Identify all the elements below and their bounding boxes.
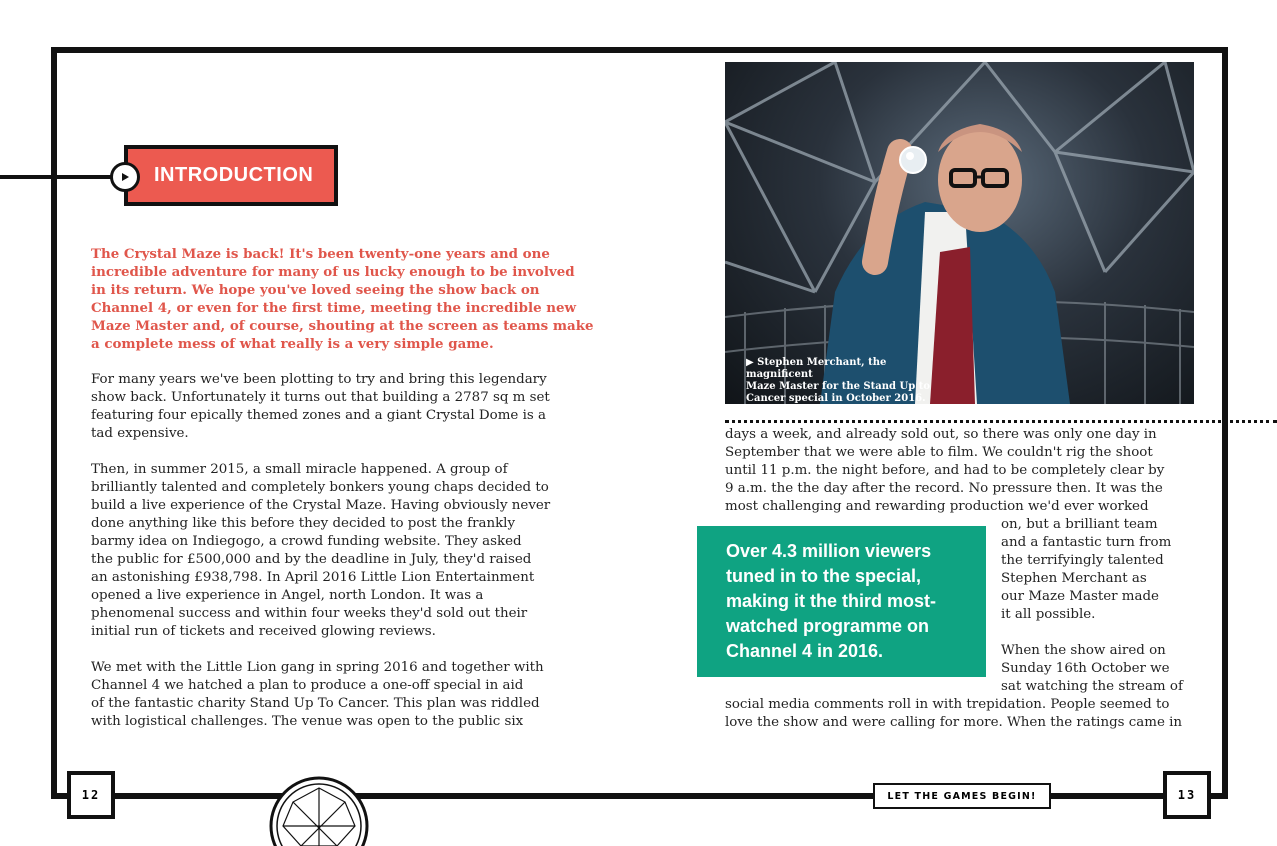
text-line: phenomenal success and within four weeks they'd sold out their xyxy=(91,606,528,621)
page-number-right: 13 xyxy=(1163,771,1211,819)
quote-line: Channel 4 in 2016. xyxy=(726,641,884,661)
text-line: show back. Unfortunately it turns out that building a 2787 sq m set xyxy=(91,390,550,405)
quote-line: tuned in to the special, xyxy=(726,566,922,586)
text-line: 9 a.m. the the day after the record. No pressure then. It was the xyxy=(725,481,1163,496)
text-line: on, but a brilliant team xyxy=(1001,517,1158,532)
text-line: initial run of tickets and received glowing reviews. xyxy=(91,624,436,639)
text-line: it all possible. xyxy=(1001,607,1096,622)
text-line: love the show and were calling for more. When the ratings came in xyxy=(725,715,1183,730)
tab-connector-line xyxy=(0,175,112,179)
play-icon xyxy=(110,162,140,192)
right-column-wrap xyxy=(1001,516,1183,696)
text-line: barmy idea on Indiegogo, a crowd funding website. They asked xyxy=(91,534,522,549)
dotted-divider xyxy=(725,420,1277,423)
right-column-top xyxy=(725,426,1164,516)
pull-quote xyxy=(697,526,986,677)
text-line: September that we were able to film. We couldn't rig the shoot xyxy=(725,445,1153,460)
lead-paragraph xyxy=(91,245,594,353)
text-line: Then, in summer 2015, a small miracle happened. A group of xyxy=(91,462,508,477)
text-line: an astonishing £938,798. In April 2016 Little Lion Entertainment xyxy=(91,570,535,585)
left-column xyxy=(91,245,594,731)
quote-line: making it the third most- xyxy=(726,591,937,611)
caption-line: Cancer special in October 2016. xyxy=(746,393,926,404)
text-line: We met with the Little Lion gang in spring 2016 and together with xyxy=(91,660,544,675)
text-line: our Maze Master made xyxy=(1001,589,1159,604)
text-line: Channel 4 we hatched a plan to produce a one-off special in aid xyxy=(91,678,524,693)
text-line: The Crystal Maze is back! It's been twenty-one years and one xyxy=(91,246,550,262)
text-line: with logistical challenges. The venue was open to the public six xyxy=(91,714,524,729)
text-line: For many years we've been plotting to try and bring this legendary xyxy=(91,372,547,387)
text-line: days a week, and already sold out, so there was only one day in xyxy=(725,427,1157,442)
photo-caption xyxy=(746,357,946,405)
running-title: LET THE GAMES BEGIN! xyxy=(873,783,1051,809)
text-line: and a fantastic turn from xyxy=(1001,535,1172,550)
text-line: done anything like this before they decided to post the frankly xyxy=(91,516,516,531)
text-line: Maze Master and, of course, shouting at the screen as teams make xyxy=(91,318,594,334)
text-line: social media comments roll in with trepidation. People seemed to xyxy=(725,697,1170,712)
text-line: build a live experience of the Crystal Maze. Having obviously never xyxy=(91,498,551,513)
crystal-dome-icon xyxy=(267,774,371,846)
text-line: opened a live experience in Angel, north London. It was a xyxy=(91,588,484,603)
caption-line: Maze Master for the Stand Up to xyxy=(746,381,930,392)
section-title: INTRODUCTION xyxy=(154,164,314,186)
text-line: tad expensive. xyxy=(91,426,189,441)
maze-master-photo xyxy=(725,62,1194,404)
text-line: brilliantly talented and completely bonkers young chaps decided to xyxy=(91,480,549,495)
text-line: Channel 4, or even for the first time, meeting the incredible new xyxy=(91,300,577,316)
quote-line: watched programme on xyxy=(726,616,930,636)
text-line: until 11 p.m. the night before, and had to be completely clear by xyxy=(725,463,1165,478)
body-paragraph xyxy=(91,371,594,443)
text-line: of the fantastic charity Stand Up To Cancer. This plan was riddled xyxy=(91,696,540,711)
text-line: sat watching the stream of xyxy=(1001,679,1183,694)
text-line: in its return. We hope you've loved seeing the show back on xyxy=(91,282,540,298)
text-line: the public for £500,000 and by the deadline in July, they'd raised xyxy=(91,552,532,567)
section-tab xyxy=(124,145,338,206)
page-number-left: 12 xyxy=(67,771,115,819)
text-line: most challenging and rewarding production we'd ever worked xyxy=(725,499,1149,514)
text-line: When the show aired on xyxy=(1001,643,1166,658)
body-paragraph xyxy=(91,461,594,641)
text-line: incredible adventure for many of us lucky enough to be involved xyxy=(91,264,575,280)
text-line: Sunday 16th October we xyxy=(1001,661,1170,676)
text-line: Stephen Merchant as xyxy=(1001,571,1147,586)
quote-line: Over 4.3 million viewers xyxy=(726,541,932,561)
text-line: featuring four epically themed zones and a giant Crystal Dome is a xyxy=(91,408,546,423)
right-column-bottom xyxy=(725,696,1182,732)
text-line: the terrifyingly talented xyxy=(1001,553,1164,568)
text-line: a complete mess of what really is a very simple game. xyxy=(91,336,494,352)
caption-line: ▶ Stephen Merchant, the magnificent xyxy=(746,357,887,380)
body-paragraph xyxy=(91,659,594,731)
